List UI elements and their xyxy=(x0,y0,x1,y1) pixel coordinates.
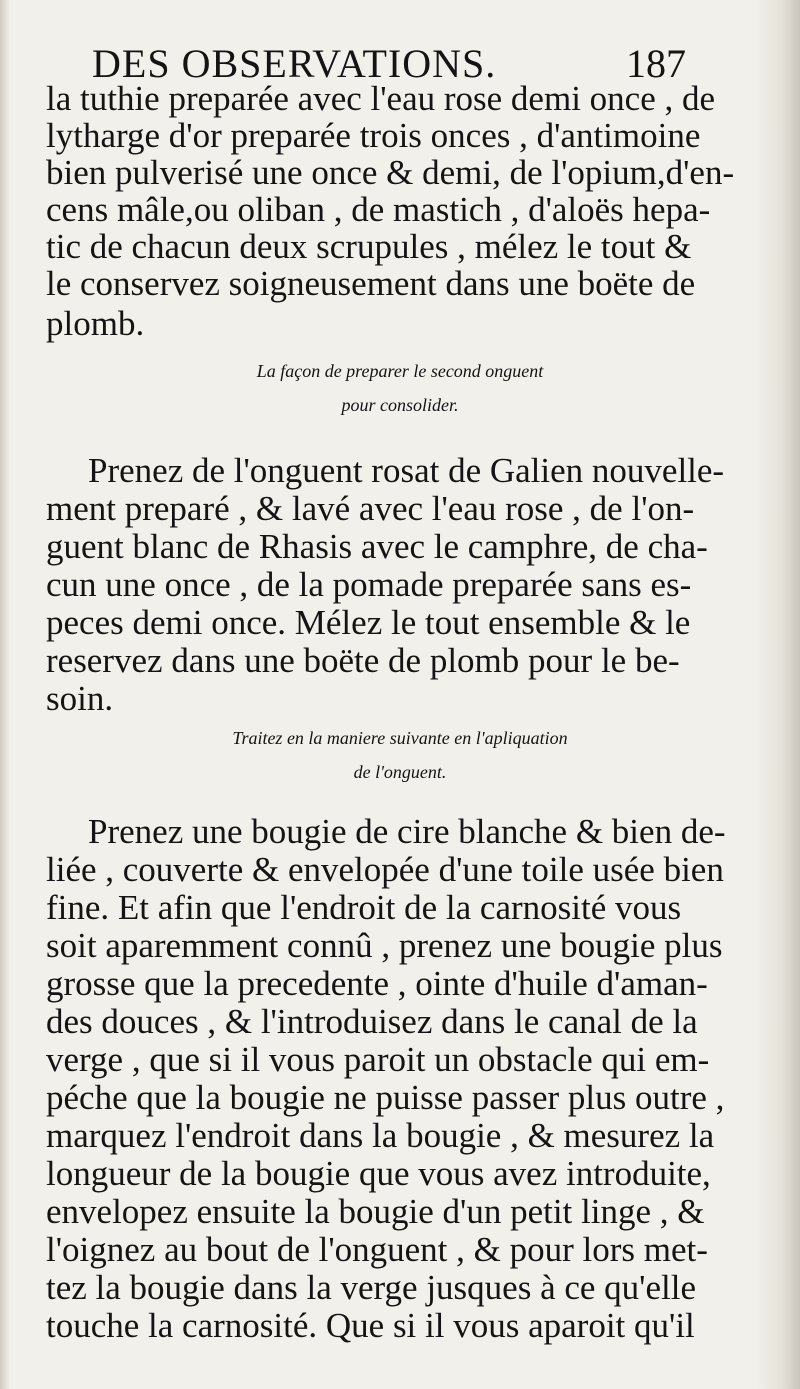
text-line: reservez dans une boëte de plomb pour le be- xyxy=(46,641,680,680)
text-line: lytharge d'or preparée trois onces , d'antimoine xyxy=(46,116,701,155)
running-head: DES OBSERVATIONS. xyxy=(92,41,497,86)
text-line: le conservez soigneusement dans une boëte de xyxy=(46,264,696,303)
text-line: Prenez une bougie de cire blanche & bien de- xyxy=(88,812,726,851)
text-line: bien pulverisé une once & demi, de l'opium,d'en- xyxy=(46,153,735,192)
text-line: envelopez ensuite la bougie d'un petit linge , & xyxy=(46,1192,705,1231)
text-line: Prenez de l'onguent rosat de Galien nouvelle- xyxy=(88,451,725,490)
text-line: plomb. xyxy=(46,304,145,343)
text-line: longueur de la bougie que vous avez introduite, xyxy=(46,1154,711,1193)
heading-line: pour consolider. xyxy=(341,395,459,415)
text-line: soin. xyxy=(46,679,114,718)
text-line: la tuthie preparée avec l'eau rose demi once , de xyxy=(46,79,716,118)
text-line: ment preparé , & lavé avec l'eau rose , de l'on- xyxy=(46,489,695,528)
text-line: tic de chacun deux scrupules , mélez le tout & xyxy=(46,227,692,266)
text-line: cun une once , de la pomade preparée sans es- xyxy=(46,565,692,604)
text-line: peces demi once. Mélez le tout ensemble & le xyxy=(46,603,691,642)
text-line: grosse que la precedente , ointe d'huile d'aman- xyxy=(46,964,708,1003)
heading-line: de l'onguent. xyxy=(353,762,447,782)
text-line: soit aparemment connû , prenez une bougie plus xyxy=(46,926,723,965)
page-number: 187 xyxy=(626,41,686,86)
text-line: cens mâle,ou oliban , de mastich , d'aloës hepa- xyxy=(46,190,711,229)
text-line: fine. Et afin que l'endroit de la carnosité vous xyxy=(46,888,682,927)
text-line: touche la carnosité. Que si il vous aparoit qu'il xyxy=(46,1306,695,1345)
heading-line: La façon de preparer le second onguent xyxy=(256,361,544,381)
text-line: des douces , & l'introduisez dans le canal de la xyxy=(46,1002,698,1041)
text-line: tez la bougie dans la verge jusques à ce qu'elle xyxy=(46,1268,696,1307)
text-line: verge , que si il vous paroit un obstacle qui em- xyxy=(46,1040,710,1079)
page-left-edge xyxy=(0,0,10,1389)
text-line: péche que la bougie ne puisse passer plus outre , xyxy=(46,1078,725,1117)
text-line: marquez l'endroit dans la bougie , & mesurez la xyxy=(46,1116,715,1155)
text-line: l'oignez au bout de l'onguent , & pour lors met- xyxy=(46,1230,708,1269)
text-line: liée , couverte & envelopée d'une toile usée bien xyxy=(46,850,724,889)
text-line: guent blanc de Rhasis avec le camphre, de cha- xyxy=(46,527,708,566)
page-right-edge xyxy=(756,0,800,1389)
heading-line: Traitez en la maniere suivante en l'apliquation xyxy=(232,728,568,748)
